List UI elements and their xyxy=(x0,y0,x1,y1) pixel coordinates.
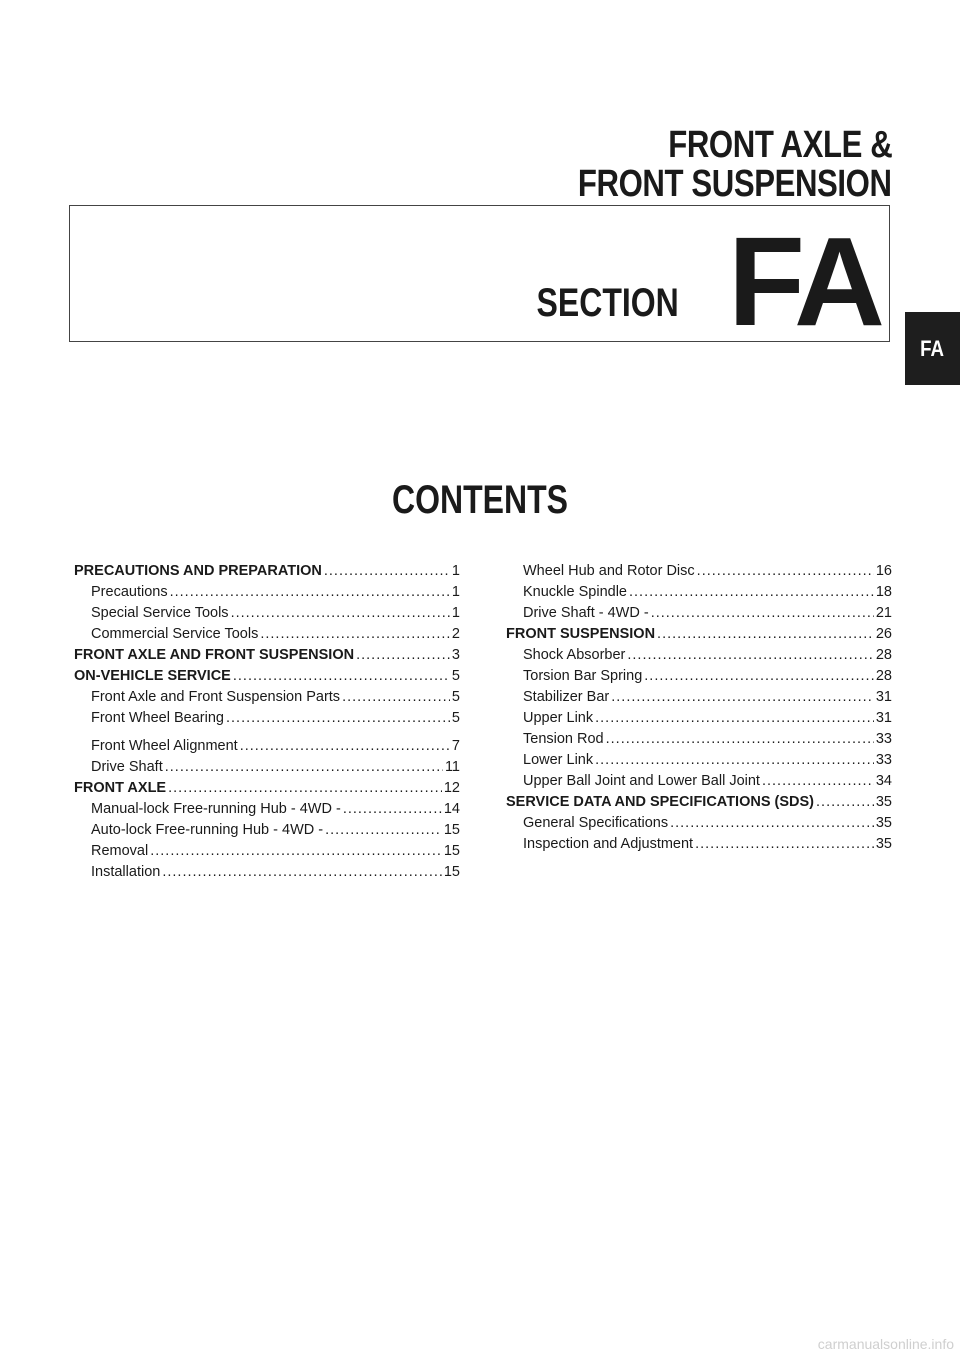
toc-leader-dots xyxy=(595,750,874,771)
toc-leader-dots xyxy=(670,813,874,834)
toc-entry[interactable] xyxy=(74,624,460,645)
toc-entry-page: 35 xyxy=(875,794,892,810)
toc-leader-dots xyxy=(342,687,450,708)
toc-entry-page: 11 xyxy=(444,759,460,775)
toc-entry[interactable] xyxy=(506,813,892,834)
toc-entry[interactable] xyxy=(506,729,892,750)
toc-leader-dots xyxy=(231,603,450,624)
toc-entry-page: 15 xyxy=(443,822,460,838)
toc-leader-dots xyxy=(260,624,450,645)
toc-leader-dots xyxy=(226,708,450,729)
toc-entry-label: Drive Shaft - 4WD - xyxy=(523,605,649,621)
toc-entry-label: Wheel Hub and Rotor Disc xyxy=(523,563,695,579)
toc-entry-label: Tension Rod xyxy=(523,731,604,747)
contents-heading: CONTENTS xyxy=(392,478,568,522)
toc-entry-label: FRONT SUSPENSION xyxy=(506,626,656,642)
section-word: SECTION xyxy=(536,281,679,325)
toc-entry-label: Installation xyxy=(91,864,161,880)
toc-entry-label: Shock Absorber xyxy=(523,647,626,663)
toc-leader-dots xyxy=(627,645,873,666)
toc-entry-label: Upper Link xyxy=(523,710,594,726)
toc-entry-page: 2 xyxy=(451,626,460,642)
toc-entry-page: 15 xyxy=(443,864,460,880)
toc-leader-dots xyxy=(606,729,874,750)
toc-entry[interactable] xyxy=(74,603,460,624)
toc-entry[interactable] xyxy=(74,862,460,883)
toc-entry-page: 31 xyxy=(875,710,892,726)
toc-leader-dots xyxy=(233,666,450,687)
toc-entry-label: Drive Shaft xyxy=(91,759,163,775)
section-side-tab[interactable] xyxy=(905,312,960,385)
toc-entry-label: Upper Ball Joint and Lower Ball Joint xyxy=(523,773,760,789)
toc-entry[interactable] xyxy=(74,778,460,799)
toc-entry-page: 3 xyxy=(451,647,460,663)
toc-leader-dots xyxy=(168,778,442,799)
toc-entry[interactable] xyxy=(74,582,460,603)
toc-entry-page: 28 xyxy=(875,668,892,684)
toc-leader-dots xyxy=(651,603,874,624)
toc-entry[interactable] xyxy=(506,561,892,582)
toc-entry-page: 14 xyxy=(443,801,460,817)
toc-entry-page: 28 xyxy=(875,647,892,663)
toc-entry-label: Lower Link xyxy=(523,752,594,768)
toc-entry-label: Front Wheel Bearing xyxy=(91,710,224,726)
toc-entry-label: Auto-lock Free-running Hub - 4WD - xyxy=(91,822,324,838)
toc-left-column xyxy=(74,561,460,883)
toc-leader-dots xyxy=(629,582,874,603)
toc-entry-page: 15 xyxy=(443,843,460,859)
toc-entry-page: 1 xyxy=(451,563,460,579)
toc-entry[interactable] xyxy=(506,750,892,771)
toc-entry-page: 35 xyxy=(875,836,892,852)
toc-entry-page: 16 xyxy=(875,563,892,579)
toc-entry-label: Front Axle and Front Suspension Parts xyxy=(91,689,341,705)
toc-entry-page: 35 xyxy=(875,815,892,831)
toc-entry[interactable] xyxy=(74,820,460,841)
toc-entry-label: Commercial Service Tools xyxy=(91,626,259,642)
toc-leader-dots xyxy=(324,561,450,582)
toc-entry[interactable] xyxy=(506,624,892,645)
toc-entry-label: SERVICE DATA AND SPECIFICATIONS (SDS) xyxy=(506,794,815,810)
toc-entry-page: 33 xyxy=(875,731,892,747)
toc-entry[interactable] xyxy=(506,792,892,813)
toc-entry-label: Precautions xyxy=(91,584,168,600)
watermark: carmanualsonline.info xyxy=(817,1336,954,1352)
toc-leader-dots xyxy=(325,820,442,841)
toc-leader-dots xyxy=(165,757,443,778)
toc-entry-page: 1 xyxy=(451,584,460,600)
toc-entry-page: 18 xyxy=(875,584,892,600)
toc-entry[interactable] xyxy=(74,736,460,757)
toc-entry-label: Torsion Bar Spring xyxy=(523,668,643,684)
toc-leader-dots xyxy=(697,561,874,582)
toc-entry-label: FRONT AXLE AND FRONT SUSPENSION xyxy=(74,647,355,663)
toc-entry[interactable] xyxy=(74,708,460,729)
toc-entry[interactable] xyxy=(74,645,460,666)
toc-entry-label: Stabilizer Bar xyxy=(523,689,610,705)
toc-entry-label: Manual-lock Free-running Hub - 4WD - xyxy=(91,801,341,817)
side-tab-label: FA xyxy=(920,335,945,361)
toc-leader-dots xyxy=(644,666,874,687)
toc-leader-dots xyxy=(162,862,442,883)
page-title-line-2: FRONT SUSPENSION xyxy=(578,163,892,205)
toc-leader-dots xyxy=(240,736,450,757)
toc-entry[interactable] xyxy=(74,687,460,708)
toc-entry-label: Special Service Tools xyxy=(91,605,229,621)
toc-entry[interactable] xyxy=(506,708,892,729)
toc-entry[interactable] xyxy=(506,645,892,666)
toc-entry-page: 12 xyxy=(443,780,460,796)
toc-leader-dots xyxy=(150,841,442,862)
toc-entry-label: FRONT AXLE xyxy=(74,780,167,796)
toc-entry-label: PRECAUTIONS AND PREPARATION xyxy=(74,563,322,579)
toc-leader-dots xyxy=(611,687,874,708)
section-code: FA xyxy=(727,211,881,353)
toc-entry-page: 5 xyxy=(451,710,460,726)
toc-entry-page: 26 xyxy=(875,626,892,642)
toc-entry[interactable] xyxy=(74,666,460,687)
toc-leader-dots xyxy=(657,624,874,645)
toc-entry-page: 5 xyxy=(451,668,460,684)
toc-entry-label: Inspection and Adjustment xyxy=(523,836,694,852)
toc-entry-label: Knuckle Spindle xyxy=(523,584,627,600)
toc-entry[interactable] xyxy=(506,666,892,687)
toc-entry-label: ON-VEHICLE SERVICE xyxy=(74,668,231,684)
toc-entry[interactable] xyxy=(74,799,460,820)
toc-entry-label: Removal xyxy=(91,843,149,859)
page-title-line-1: FRONT AXLE & xyxy=(667,124,892,166)
toc-entry-page: 34 xyxy=(875,773,892,789)
toc-leader-dots xyxy=(343,799,442,820)
toc-entry-page: 33 xyxy=(875,752,892,768)
toc-entry[interactable] xyxy=(506,603,892,624)
toc-entry[interactable] xyxy=(506,771,892,792)
toc-entry[interactable] xyxy=(74,757,460,778)
toc-entry-label: Front Wheel Alignment xyxy=(91,738,238,754)
toc-right-column xyxy=(506,561,892,855)
toc-entry[interactable] xyxy=(506,834,892,855)
toc-leader-dots xyxy=(170,582,450,603)
toc-entry-page: 31 xyxy=(875,689,892,705)
section-box xyxy=(69,205,890,353)
toc-entry-page: 1 xyxy=(451,605,460,621)
toc-leader-dots xyxy=(695,834,874,855)
toc-leader-dots xyxy=(356,645,450,666)
toc-entry[interactable] xyxy=(506,687,892,708)
toc-leader-dots xyxy=(762,771,874,792)
toc-leader-dots xyxy=(816,792,874,813)
toc-entry-page: 7 xyxy=(451,738,460,754)
toc-entry[interactable] xyxy=(506,582,892,603)
toc-entry-page: 21 xyxy=(875,605,892,621)
toc-entry[interactable] xyxy=(74,561,460,582)
toc-entry-label: General Specifications xyxy=(523,815,669,831)
toc-entry[interactable] xyxy=(74,841,460,862)
toc-leader-dots xyxy=(595,708,874,729)
toc-entry-page: 5 xyxy=(451,689,460,705)
